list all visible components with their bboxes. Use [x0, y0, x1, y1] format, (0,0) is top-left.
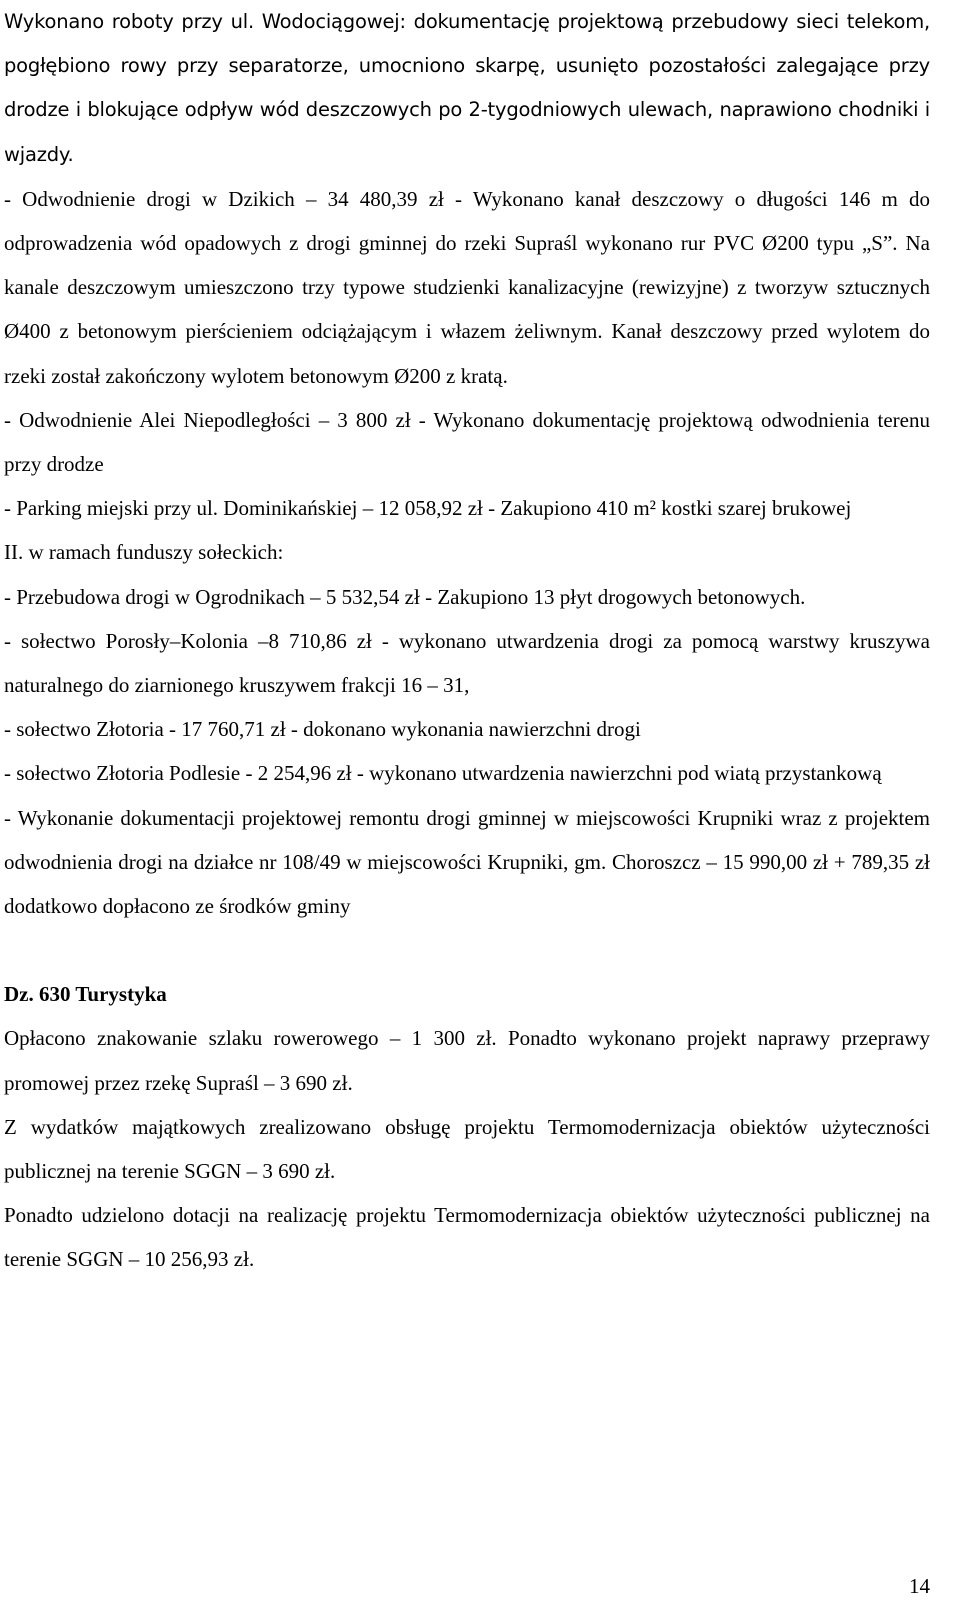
paragraph-odwodnienie-dzikich: - Odwodnienie drogi w Dzikich – 34 480,39 zł - Wykonano kanał deszczowy o długości 146 m do odprowadzenia wód opadowych z drogi gminnej do rzeki Supraśl wykonano rur PVC Ø200 typu „S”. Na kanale deszczowym umieszczono trzy typowe studzienki kanalizacyjne (rewizyjne) z tworzyw sztucznych Ø400 z betonowym pierścieniem odciążającym i włazem żeliwnym. Kanał deszczowy przed wylotem do rzeki został zakończony wylotem betonowym Ø200 z kratą.	[4, 186, 930, 388]
document-page	[4, 0, 930, 1282]
paragraph-porosly-kolonia: - sołectwo Porosły–Kolonia –8 710,86 zł - wykonano utwardzenia drogi za pomocą warstwy kruszywa naturalnego do ziarnionego kruszywem frakcji 16 – 31,	[4, 628, 930, 698]
paragraph-zlotoria-podlesie: - sołectwo Złotoria Podlesie - 2 254,96 zł - wykonano utwardzenia nawierzchni pod wiatą przystankową	[4, 761, 882, 786]
paragraph-odwodnienie-alei: - Odwodnienie Alei Niepodległości – 3 800 zł - Wykonano dokumentację projektową odwodnienia terenu przy drodze	[4, 407, 930, 477]
paragraph-szlak-rowerowy: Opłacono znakowanie szlaku rowerowego – 1 300 zł. Ponadto wykonano projekt naprawy przeprawy promowej przez rzekę Supraśl – 3 690 zł.	[4, 1026, 930, 1095]
paragraph-zlotoria: - sołectwo Złotoria - 17 760,71 zł - dokonano wykonania nawierzchni drogi	[4, 717, 641, 742]
paragraph-fundusze-soleckie: II. w ramach funduszy sołeckich:	[4, 540, 284, 565]
page-number: 14	[909, 1574, 930, 1598]
section-spacer	[4, 928, 930, 972]
paragraph-wydatki-majatkowe: Z wydatków majątkowych zrealizowano obsługę projektu Termomodernizacja obiektów użyteczności publicznej na terenie SGGN – 3 690 zł.	[4, 1114, 930, 1184]
paragraph-ogrodniki: - Przebudowa drogi w Ogrodnikach – 5 532,54 zł - Zakupiono 13 płyt drogowych betonowych.	[4, 584, 806, 609]
section-heading: Dz. 630 Turystyka	[4, 982, 167, 1007]
paragraph-krupniki: - Wykonanie dokumentacji projektowej remontu drogi gminnej w miejscowości Krupniki wraz z projektem odwodnienia drogi na działce nr 108/49 w miejscowości Krupniki, gm. Choroszcz – 15 990,00 zł + 789,35 zł dodatkowo dopłacono ze środków gminy	[4, 805, 930, 919]
paragraph-wodociagowej: Wykonano roboty przy ul. Wodociągowej: dokumentację projektową przebudowy sieci telekom, pogłębiono rowy przy separatorze, umocniono skarpę, usunięto pozostałości zalegające przy drodze i blokujące odpływ wód deszczowych po 2-tygodniowych ulewach, naprawiono chodniki i wjazdy.	[4, 10, 930, 166]
paragraph-dotacja: Ponadto udzielono dotacji na realizację projektu Termomodernizacja obiektów użyteczności publicznej na terenie SGGN – 10 256,93 zł.	[4, 1203, 930, 1272]
paragraph-parking: - Parking miejski przy ul. Dominikańskiej – 12 058,92 zł - Zakupiono 410 m² kostki szarej brukowej	[4, 496, 852, 521]
